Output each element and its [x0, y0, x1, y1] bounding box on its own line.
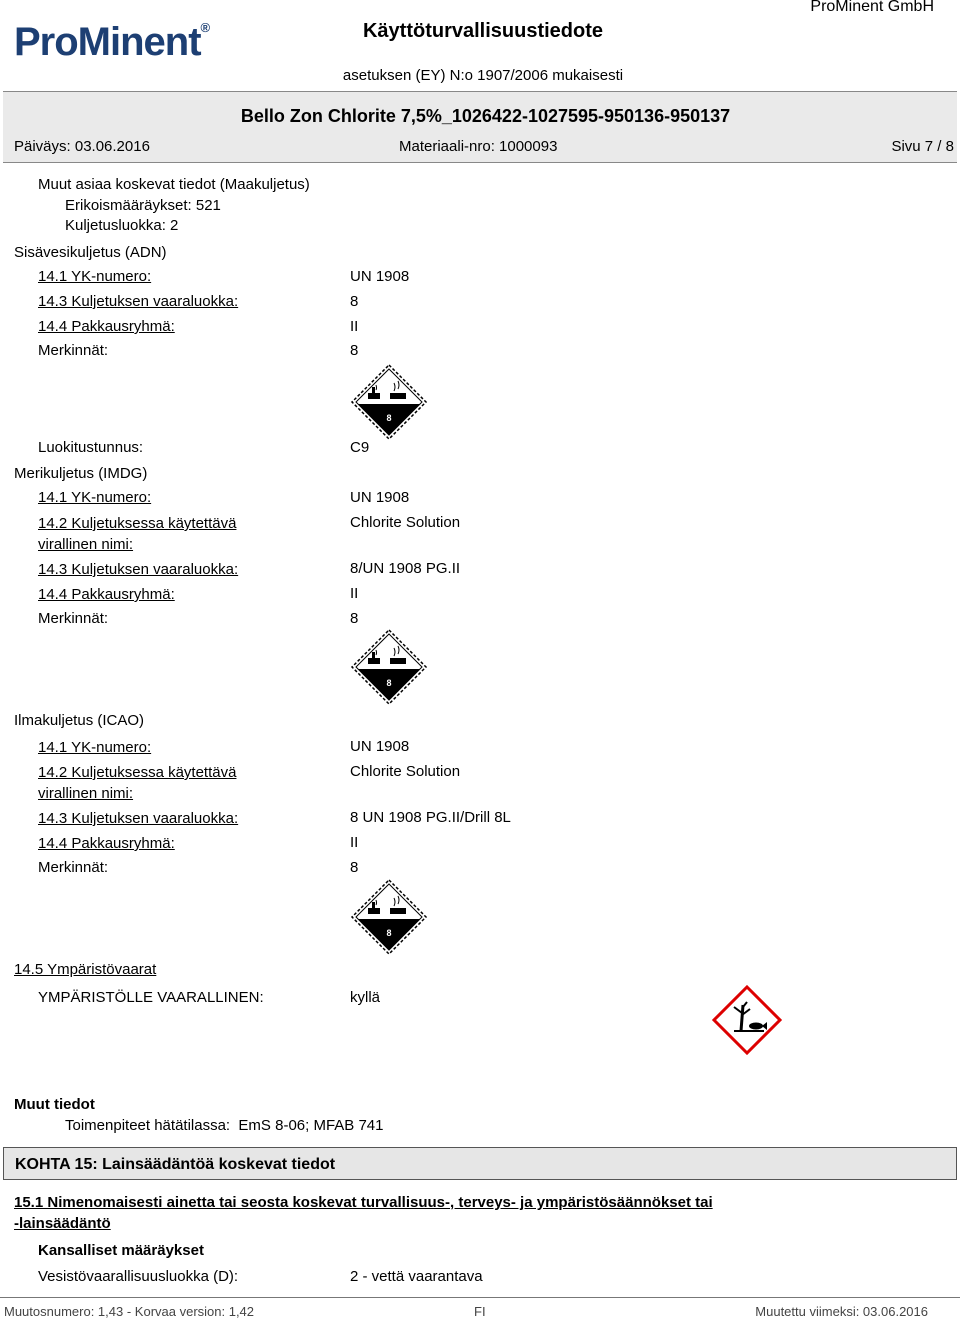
icao-group-value: II [350, 834, 359, 851]
icao-group-label: 14.4 Pakkausryhmä: [38, 835, 175, 852]
document-date: Päiväys: 03.06.2016 [14, 138, 150, 155]
svg-text:8: 8 [386, 928, 392, 938]
env-label: YMPÄRISTÖLLE VAARALLINEN: [38, 989, 264, 1006]
icao-un-value: UN 1908 [350, 738, 410, 755]
material-number: Materiaali-nro: 1000093 [399, 138, 558, 155]
environment-hazard-icon [712, 985, 782, 1055]
icao-name-label-2: virallinen nimi: [38, 785, 134, 802]
adn-code-label: Luokitustunnus: [38, 439, 144, 456]
svg-text:8: 8 [386, 413, 392, 423]
imdg-class-label: 14.3 Kuljetuksen vaaraluokka: [38, 561, 239, 578]
corrosive-class8-icon [350, 628, 428, 706]
icao-class-label: 14.3 Kuljetuksen vaaraluokka: [38, 810, 239, 827]
adn-class-value: 8 [350, 293, 359, 310]
svg-text:8: 8 [386, 678, 392, 688]
imdg-marks-label: Merkinnät: [38, 610, 109, 627]
imdg-un-value: UN 1908 [350, 489, 410, 506]
adn-code-value: C9 [350, 439, 370, 456]
other-heading: Muut tiedot [14, 1096, 95, 1113]
page-number: Sivu 7 / 8 [891, 138, 954, 155]
imdg-un-label: 14.1 YK-numero: [38, 489, 152, 506]
section-15-title: KOHTA 15: Lainsäädäntöä koskevat tiedot [15, 1156, 336, 1173]
corrosive-class8-icon [350, 363, 428, 441]
section-15-bar [3, 1147, 957, 1180]
company-name: ProMinent GmbH [810, 0, 934, 15]
icao-heading: Ilmakuljetus (ICAO) [14, 712, 145, 729]
section-15-1-title-line1: 15.1 Nimenomaisesti ainetta tai seosta koskevat turvallisuus-, terveys- ja ympäristösäännökset tai [14, 1194, 713, 1211]
footer-divider [0, 1297, 960, 1298]
footer-modified: Muutettu viimeksi: 03.06.2016 [755, 1304, 928, 1319]
adn-group-label: 14.4 Pakkausryhmä: [38, 318, 175, 335]
wgk-value: 2 - vettä vaarantava [350, 1268, 483, 1285]
env-value: kyllä [350, 989, 381, 1006]
icao-un-label: 14.1 YK-numero: [38, 739, 152, 756]
road-transport-category: Kuljetusluokka: 2 [65, 217, 179, 234]
adn-un-label: 14.1 YK-numero: [38, 268, 152, 285]
imdg-name-value: Chlorite Solution [350, 514, 461, 531]
icao-marks-value: 8 [350, 859, 359, 876]
imdg-group-value: II [350, 585, 359, 602]
imdg-name-label-2: virallinen nimi: [38, 536, 134, 553]
env-heading: 14.5 Ympäristövaarat [14, 961, 157, 978]
adn-heading: Sisävesikuljetus (ADN) [14, 244, 167, 261]
road-special-provisions: Erikoismääräykset: 521 [65, 197, 221, 214]
road-heading: Muut asiaa koskevat tiedot (Maakuljetus) [38, 176, 310, 193]
icao-marks-label: Merkinnät: [38, 859, 109, 876]
section-15-1-title-line2: -lainsäädäntö [14, 1215, 111, 1232]
adn-marks-value: 8 [350, 342, 359, 359]
company-logo: ProMinent® [14, 20, 210, 64]
adn-marks-label: Merkinnät: [38, 342, 109, 359]
imdg-marks-value: 8 [350, 610, 359, 627]
adn-group-value: II [350, 318, 359, 335]
icao-class-value: 8 UN 1908 PG.II/Drill 8L [350, 809, 511, 826]
icao-name-value: Chlorite Solution [350, 763, 461, 780]
footer-revision: Muutosnumero: 1,43 - Korvaa version: 1,42 [4, 1304, 255, 1319]
icao-name-label-1: 14.2 Kuljetuksessa käytettävä [38, 764, 237, 781]
corrosive-class8-icon [350, 878, 428, 956]
product-name: Bello Zon Chlorite 7,5%_1026422-1027595-950136-950137 [240, 106, 731, 126]
footer-language: FI [474, 1304, 486, 1319]
imdg-heading: Merikuljetus (IMDG) [14, 465, 148, 482]
national-regulations-heading: Kansalliset määräykset [38, 1242, 204, 1259]
imdg-group-label: 14.4 Pakkausryhmä: [38, 586, 175, 603]
imdg-class-value: 8/UN 1908 PG.II [350, 560, 461, 577]
adn-un-value: UN 1908 [350, 268, 410, 285]
product-header [3, 91, 957, 163]
wgk-label: Vesistövaarallisuusluokka (D): [38, 1268, 239, 1285]
document-subtitle: asetuksen (EY) N:o 1907/2006 mukaisesti [342, 67, 624, 84]
emergency-measures: Toimenpiteet hätätilassa: EmS 8-06; MFAB 741 [65, 1117, 384, 1134]
adn-class-label: 14.3 Kuljetuksen vaaraluokka: [38, 293, 239, 310]
imdg-name-label-1: 14.2 Kuljetuksessa käytettävä [38, 515, 237, 532]
document-title: Käyttöturvallisuustiedote [362, 20, 604, 42]
